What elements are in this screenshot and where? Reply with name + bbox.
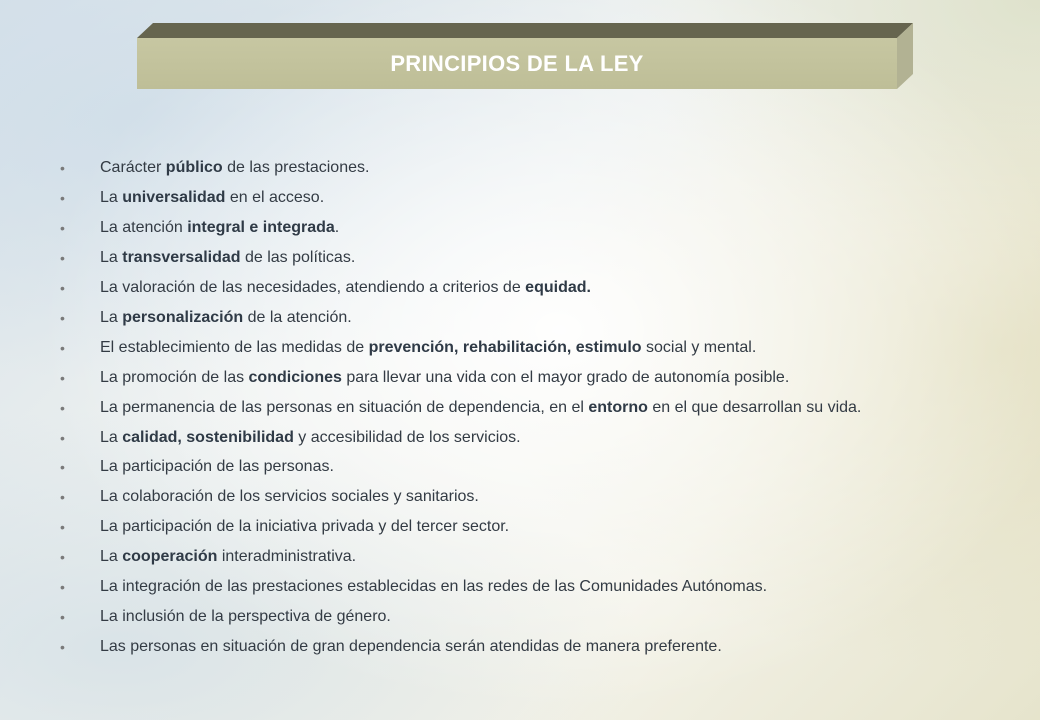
bullet-icon: •: [60, 250, 65, 266]
principle-keyword: condiciones: [248, 369, 342, 386]
bullet-icon: •: [60, 489, 65, 505]
principle-item: [60, 157, 960, 179]
principle-text: [100, 518, 509, 535]
principle-item: [60, 546, 960, 568]
principle-text: [100, 159, 369, 176]
bullet-icon: •: [60, 639, 65, 655]
principle-text: [100, 548, 356, 565]
principle-text: [100, 578, 767, 595]
principle-text: [100, 369, 789, 386]
principle-text-part: La inclusión de la perspectiva de género.: [100, 608, 391, 625]
principle-text: [100, 339, 756, 356]
principle-text: [100, 249, 355, 266]
principle-keyword: público: [165, 159, 223, 176]
principle-text: [100, 488, 479, 505]
principle-text: [100, 279, 591, 296]
principle-item: [60, 427, 960, 449]
principle-text-part: Carácter: [100, 159, 166, 176]
principle-text: [100, 399, 861, 416]
bullet-icon: •: [60, 340, 65, 356]
principle-item: [60, 576, 960, 598]
principle-item: [60, 397, 960, 419]
page-title: PRINCIPIOS DE LA LEY: [390, 50, 644, 76]
principle-text-part: La: [100, 429, 123, 446]
principle-text: [100, 219, 339, 236]
principle-text-part: La promoción de las: [100, 369, 249, 386]
principle-text-part: de la atención.: [243, 309, 352, 326]
principle-item: [60, 367, 960, 389]
principle-item: [60, 456, 960, 478]
bullet-icon: •: [60, 220, 65, 236]
principle-text-part: de las prestaciones.: [222, 159, 370, 176]
principle-text-part: El establecimiento de las medidas de: [100, 339, 369, 356]
principle-keyword: cooperación: [122, 548, 218, 565]
principle-text: [100, 458, 334, 475]
principle-keyword: equidad.: [525, 279, 591, 296]
principle-text-part: y accesibilidad de los servicios.: [293, 429, 521, 446]
principle-text: [100, 189, 324, 206]
principle-text-part: La participación de la iniciativa privada y del tercer sector.: [100, 518, 510, 535]
principle-text-part: La valoración de las necesidades, atendiendo a criterios de: [100, 279, 526, 296]
principle-text-part: La integración de las prestaciones establecidas en las redes de las Comunidades Autónomas.: [100, 578, 768, 595]
principle-text-part: en el acceso.: [225, 189, 325, 206]
bullet-icon: •: [60, 280, 65, 296]
principle-text-part: La permanencia de las personas en situación de dependencia, en el: [100, 399, 589, 416]
principle-keyword: calidad, sostenibilidad: [122, 429, 294, 446]
bullet-icon: •: [60, 579, 65, 595]
principle-keyword: prevención, rehabilitación, estimulo: [368, 339, 642, 356]
principle-text: [100, 429, 521, 446]
principle-keyword: entorno: [588, 399, 648, 416]
bullet-icon: •: [60, 430, 65, 446]
principle-item: [60, 277, 960, 299]
principle-text-part: La: [100, 249, 123, 266]
principle-text-part: La atención: [100, 219, 188, 236]
bullet-icon: •: [60, 609, 65, 625]
bullet-icon: •: [60, 310, 65, 326]
principle-item: [60, 247, 960, 269]
bullet-icon: •: [60, 400, 65, 416]
principle-text: [100, 608, 391, 625]
principle-item: [60, 636, 960, 658]
principle-text-part: para llevar una vida con el mayor grado de autonomía posible.: [341, 369, 790, 386]
bullet-icon: •: [60, 519, 65, 535]
principle-text-part: social y mental.: [641, 339, 757, 356]
principle-text-part: La participación de las personas.: [100, 458, 334, 475]
principle-text-part: .: [334, 219, 340, 236]
bullet-icon: •: [60, 370, 65, 386]
bullet-icon: •: [60, 160, 65, 176]
principle-item: [60, 337, 960, 359]
bullet-icon: •: [60, 190, 65, 206]
principle-keyword: personalización: [122, 309, 244, 326]
principle-keyword: transversalidad: [122, 249, 241, 266]
bullet-icon: •: [60, 459, 65, 475]
bullet-icon: •: [60, 549, 65, 565]
principle-item: [60, 307, 960, 329]
principles-list: [60, 157, 960, 666]
principle-text-part: La: [100, 309, 123, 326]
principle-item: [60, 606, 960, 628]
principle-text: [100, 309, 352, 326]
principle-keyword: universalidad: [122, 189, 226, 206]
principle-text-part: interadministrativa.: [217, 548, 357, 565]
principle-text-part: de las políticas.: [240, 249, 356, 266]
principle-keyword: integral e integrada: [187, 219, 335, 236]
principle-text-part: Las personas en situación de gran dependencia serán atendidas de manera preferente.: [100, 638, 722, 655]
principle-item: [60, 516, 960, 538]
title-banner: [137, 23, 913, 89]
principle-text-part: La colaboración de los servicios sociales y sanitarios.: [100, 488, 479, 505]
title-banner-top-face: [137, 23, 913, 38]
principle-text-part: en el que desarrollan su vida.: [647, 399, 862, 416]
principle-item: [60, 217, 960, 239]
title-banner-front-face: [137, 38, 897, 89]
principle-item: [60, 486, 960, 508]
principle-text-part: La: [100, 189, 123, 206]
principle-item: [60, 187, 960, 209]
principle-text-part: La: [100, 548, 123, 565]
principle-text: [100, 638, 722, 655]
